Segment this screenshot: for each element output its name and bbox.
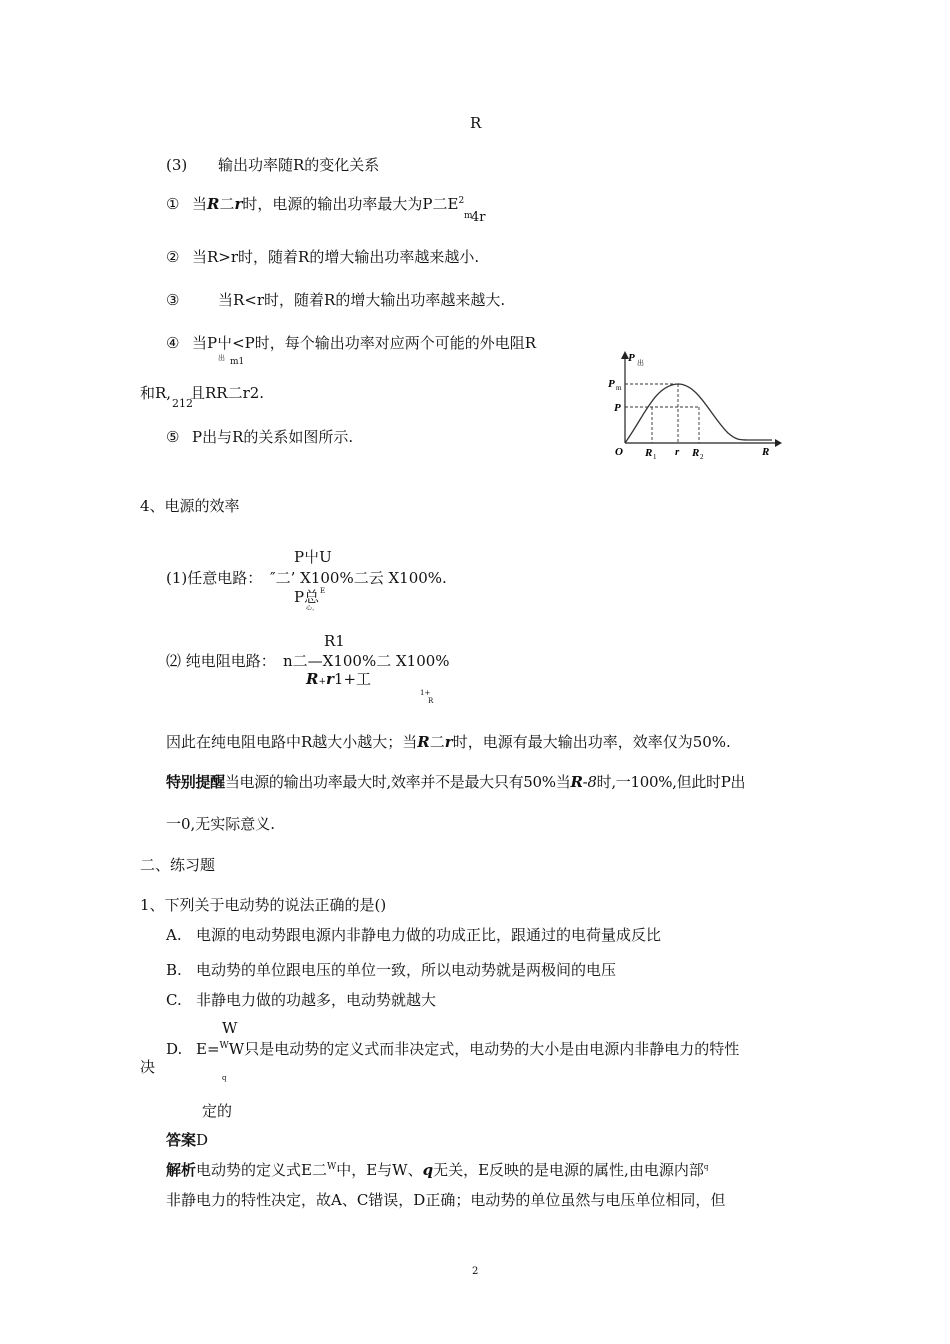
var-r: r [444, 733, 453, 751]
text: 当 [192, 195, 208, 213]
paragraph-line [166, 773, 745, 791]
power-curve [625, 384, 772, 443]
r2-label: R [692, 447, 700, 459]
paragraph-line: 当R<r时，随着R的增大输出功率越来越大. [218, 291, 506, 309]
text: 当电源的输出功率最大时,效率并不是最大只有50%当 [224, 773, 571, 791]
paragraph-line: 当R>r时，随着R的增大输出功率越来越小. [192, 248, 480, 266]
option-letter: C. [166, 991, 182, 1009]
section-heading: 二、练习题 [140, 856, 216, 874]
paragraph-line [166, 733, 731, 751]
text: 时，电源的输出功率最大为P二E [242, 195, 459, 213]
option-text: 电源的电动势跟电源内非静电力做的功成正比，跟通过的电荷量成反比 [196, 926, 662, 944]
text: 1+工 [333, 670, 372, 688]
item-marker: ④ [166, 334, 180, 352]
answer-label: 答案 [166, 1131, 197, 1149]
subscript: m [464, 211, 473, 221]
superscript: W [326, 1162, 337, 1172]
fraction-denominator: P总 [294, 588, 320, 606]
fraction-numerator: P屮U [294, 548, 332, 566]
r-label: r [675, 446, 680, 458]
paragraph-line [192, 195, 464, 213]
answer-value: D [196, 1131, 209, 1149]
text: 因此在纯电阻电路中R越大小越大；当 [166, 733, 418, 751]
superscript: W [219, 1041, 229, 1051]
option-text [196, 1040, 739, 1058]
footnote-fragment: 心、 [306, 605, 319, 612]
item-marker: ③ [166, 291, 180, 309]
var-q: q [422, 1161, 434, 1179]
option-text: 电动势的单位跟电压的单位一致，所以电动势就是两极间的电压 [196, 961, 617, 979]
r2-label-sub: 2 [700, 453, 704, 461]
page-number: 2 [472, 1266, 479, 1277]
fraction-denominator: 4r [471, 210, 486, 225]
pm-label-sub: m [616, 384, 622, 392]
text: W只是电动势的定义式而非决定式，电动势的大小是由电源内非静电力的特性 [228, 1040, 740, 1058]
text: 中，E与W、 [336, 1161, 423, 1179]
tip-label: 特别提醒 [166, 773, 225, 791]
origin-label: O [615, 446, 623, 458]
text: 时,一100%,但此时P出 [596, 773, 746, 791]
fraction-numerator: R1 [324, 632, 345, 650]
fraction-fragment: 1+ [420, 689, 431, 697]
option-text: 非静电力做的功越多，电动势就越大 [196, 991, 437, 1009]
x-axis-arrow [775, 439, 782, 447]
superscript: 2 [458, 196, 465, 206]
pm-label: P [608, 378, 615, 390]
var-r: r [234, 195, 243, 213]
option-letter: D. [166, 1040, 183, 1058]
fraction-fragment: R [428, 697, 434, 705]
power-vs-resistance-graph [600, 345, 790, 463]
option-letter: B. [166, 961, 182, 979]
y-axis-label: P [628, 352, 635, 364]
option-text-continued: 定的 [202, 1102, 233, 1120]
formula: n二—X100%二 X100% [283, 652, 450, 670]
text: 二 [219, 195, 235, 213]
item-marker: ① [166, 195, 180, 213]
analysis-line [166, 1161, 708, 1179]
text: 二 [429, 733, 445, 751]
option-text-wrap: 决 [140, 1058, 156, 1076]
item-marker: ② [166, 248, 180, 266]
text: E= [196, 1040, 220, 1058]
paragraph-line: P出与R的关系如图所示. [192, 428, 354, 446]
x-axis-label: R [762, 446, 770, 458]
subscript: m1 [230, 357, 245, 367]
section-number: (3) [166, 156, 188, 174]
fraction-denominator: E [320, 587, 326, 595]
formula-label: ⑵ 纯电阻电路： [166, 652, 276, 670]
fraction-denominator: q [222, 1074, 227, 1082]
text: 时，电源有最大输出功率，效率仅为50%. [452, 733, 731, 751]
text: -8 [582, 773, 597, 791]
var-R: R [207, 195, 220, 213]
subscript: 212 [172, 397, 193, 410]
option-letter: A. [166, 926, 182, 944]
fraction-denominator [306, 670, 371, 688]
var-R: R [306, 670, 319, 688]
subscript: 出 [218, 354, 225, 362]
analysis-line: 非静电力的特性决定，故A、C错误，D正确；电动势的单位虽然与电压单位相同，但 [166, 1191, 726, 1209]
text: 无关，E反映的是电源的属性,由电源内部 [433, 1161, 704, 1179]
paragraph-line: 当P屮<P时，每个输出功率对应两个可能的外电阻R [192, 334, 537, 352]
paragraph-line: 一0,无实际意义. [166, 815, 276, 833]
section-heading: 输出功率随R的变化关系 [218, 156, 380, 174]
paragraph-line [140, 384, 171, 402]
var-r: r [326, 670, 334, 688]
fraction-denominator: R [470, 114, 482, 132]
var-R: R [417, 733, 430, 751]
y-axis-label-sub: 出 [637, 359, 644, 367]
r1-label: R [645, 447, 653, 459]
analysis-label: 解析 [166, 1161, 197, 1179]
question: 1、下列关于电动势的说法正确的是() [140, 896, 387, 914]
text: 电动势的定义式E二 [196, 1161, 327, 1179]
item-marker: ⑤ [166, 428, 180, 446]
answer-line [166, 1131, 208, 1149]
text: + [318, 677, 327, 687]
var-R: R [570, 773, 583, 791]
superscript: q [703, 1163, 709, 1171]
section-heading: 4、电源的效率 [140, 497, 240, 515]
r1-label-sub: 1 [653, 453, 657, 461]
p-label: P [614, 402, 621, 414]
formula-label: (1)任意电路： [166, 569, 263, 587]
fraction-numerator: W [222, 1019, 238, 1037]
formula: ″二’ X100%二云 X100%. [270, 569, 447, 587]
text: 和R, [140, 384, 172, 402]
paragraph-line: 且RR二r2. [190, 384, 265, 402]
